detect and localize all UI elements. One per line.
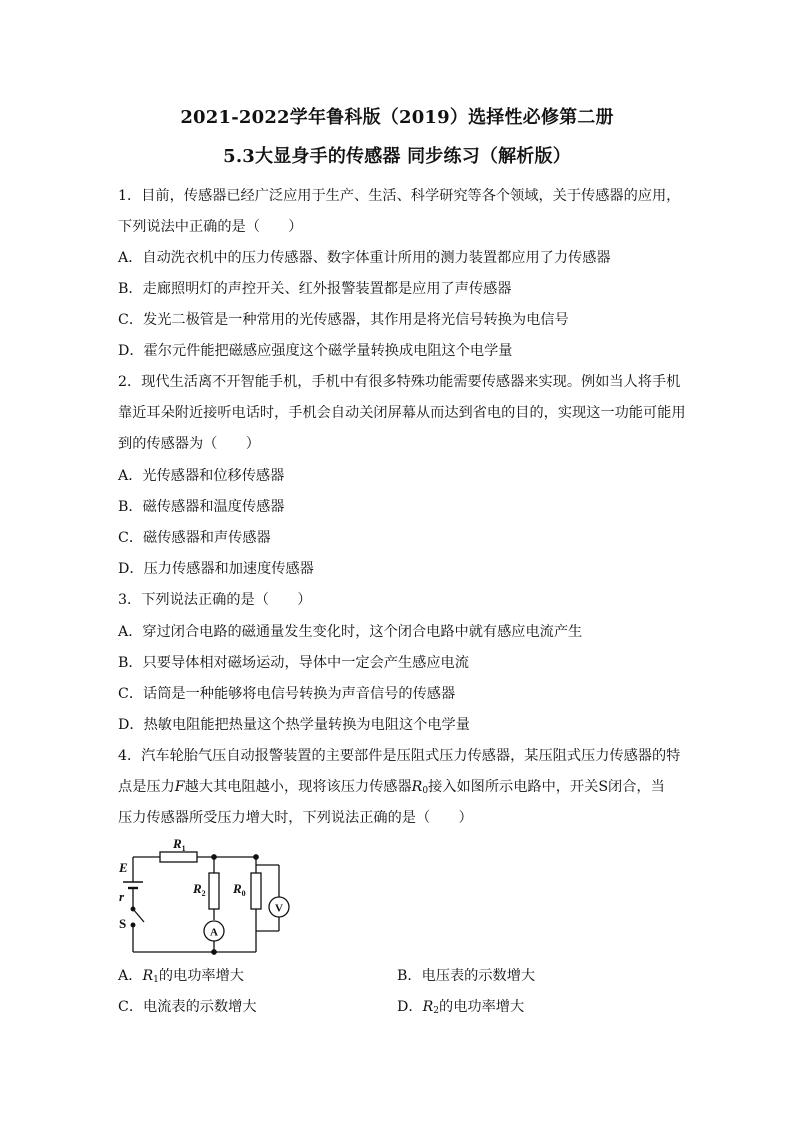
q2-stem-line3: 到的传感器为（ ） [118, 436, 260, 452]
q4-option-a-symbol: R [142, 968, 154, 984]
q4-stem-text-a: 点是压力 [118, 779, 175, 795]
q4-stem-text-b: 越大其电阻越小，现将该压力传感器 [184, 779, 412, 795]
resistor-r1 [160, 852, 197, 862]
label-ammeter: A [210, 926, 218, 939]
q1-option-d: D．霍尔元件能把磁感应强度这个磁学量转换成电阻这个电学量 [118, 343, 513, 359]
q3-option-c: C．话筒是一种能够将电信号转换为声音信号的传感器 [118, 686, 456, 702]
label-voltmeter: V [275, 902, 283, 915]
circuit-diagram [115, 835, 305, 960]
q2-option-d: D．压力传感器和加速度传感器 [118, 561, 314, 577]
q2-option-c: C．磁传感器和声传感器 [118, 530, 271, 546]
resistor-r0 [251, 873, 261, 909]
resistor-r2 [209, 873, 219, 909]
q4-option-d-text: 的电功率增大 [439, 999, 525, 1015]
q4-option-a [118, 966, 244, 990]
label-e: E [119, 860, 128, 875]
q3-option-a: A．穿过闭合电路的磁通量发生变化时，这个闭合电路中就有感应电流产生 [118, 624, 583, 640]
q3-option-d: D．热敏电阻能把热量这个热学量转换为电阻这个电学量 [118, 717, 470, 733]
q1-stem-line1: 1．目前，传感器已经广泛应用于生产、生活、科学研究等各个领域，关于传感器的应用， [118, 188, 681, 204]
label-r0: $R_0$ [233, 881, 246, 898]
label-r: r [119, 889, 125, 904]
q3-option-b: B．只要导体相对磁场运动，导体中一定会产生感应电流 [118, 655, 469, 671]
q4-stem-line2 [118, 777, 688, 801]
q4-option-d-sub: 2 [433, 1006, 439, 1016]
q1-option-b: B．走廊照明灯的声控开关、红外报警装置都是应用了声传感器 [118, 281, 512, 297]
q4-symbol-r0-sub: 0 [422, 786, 429, 796]
q4-symbol-f: F [174, 779, 185, 795]
q4-option-d [397, 997, 524, 1021]
q1-stem-line2: 下列说法中正确的是（ ） [118, 219, 303, 235]
document-subtitle: 5.3大显身手的传感器 同步练习（解析版） [223, 146, 571, 167]
q4-stem-line3: 压力传感器所受压力增大时，下列说法正确的是（ ） [118, 810, 473, 826]
q2-stem-line2: 靠近耳朵附近接听电话时，手机会自动关闭屏幕从而达到省电的目的，实现这一功能可能用 [118, 405, 686, 421]
q4-option-b: B．电压表的示数增大 [397, 968, 536, 984]
document-title: 2021-2022学年鲁科版（2019）选择性必修第二册 [180, 107, 614, 128]
q4-stem-text-c: 接入如图所示电路中，开关S闭合，当 [428, 779, 665, 795]
switch-contact [131, 923, 135, 927]
q3-stem-line1: 3．下列说法正确的是（ ） [118, 592, 312, 608]
q4-symbol-r0: R [411, 779, 423, 795]
q4-stem-line1: 4．汽车轮胎气压自动报警装置的主要部件是压阻式压力传感器，某压阻式压力传感器的特 [118, 748, 681, 764]
q4-option-d-symbol: R [422, 999, 434, 1015]
q4-option-c: C．电流表的示数增大 [118, 999, 257, 1015]
q4-option-a-sub: 1 [153, 975, 159, 985]
label-r2: $R_2$ [193, 881, 206, 898]
q2-option-b: B．磁传感器和温度传感器 [118, 499, 285, 515]
switch-pivot [131, 907, 135, 911]
junction-dot [212, 855, 216, 859]
label-r1: $R_1$ [173, 836, 186, 853]
q1-option-a: A．自动洗衣机中的压力传感器、数字体重计所用的测力装置都应用了力传感器 [118, 250, 611, 266]
q4-option-d-prefix: D． [397, 999, 423, 1015]
q1-option-c: C．发光二极管是一种常用的光传感器，其作用是将光信号转换为电信号 [118, 312, 569, 328]
junction-dot [212, 950, 216, 954]
label-s: S [119, 916, 127, 931]
q4-option-a-prefix: A． [118, 968, 143, 984]
q4-option-a-text: 的电功率增大 [158, 968, 244, 984]
q2-stem-line1: 2．现代生活离不开智能手机，手机中有很多特殊功能需要传感器来实现。例如当人将手机 [118, 374, 681, 390]
switch-blade [133, 909, 144, 922]
q2-option-a: A．光传感器和位移传感器 [118, 468, 285, 484]
junction-dot [254, 855, 258, 859]
